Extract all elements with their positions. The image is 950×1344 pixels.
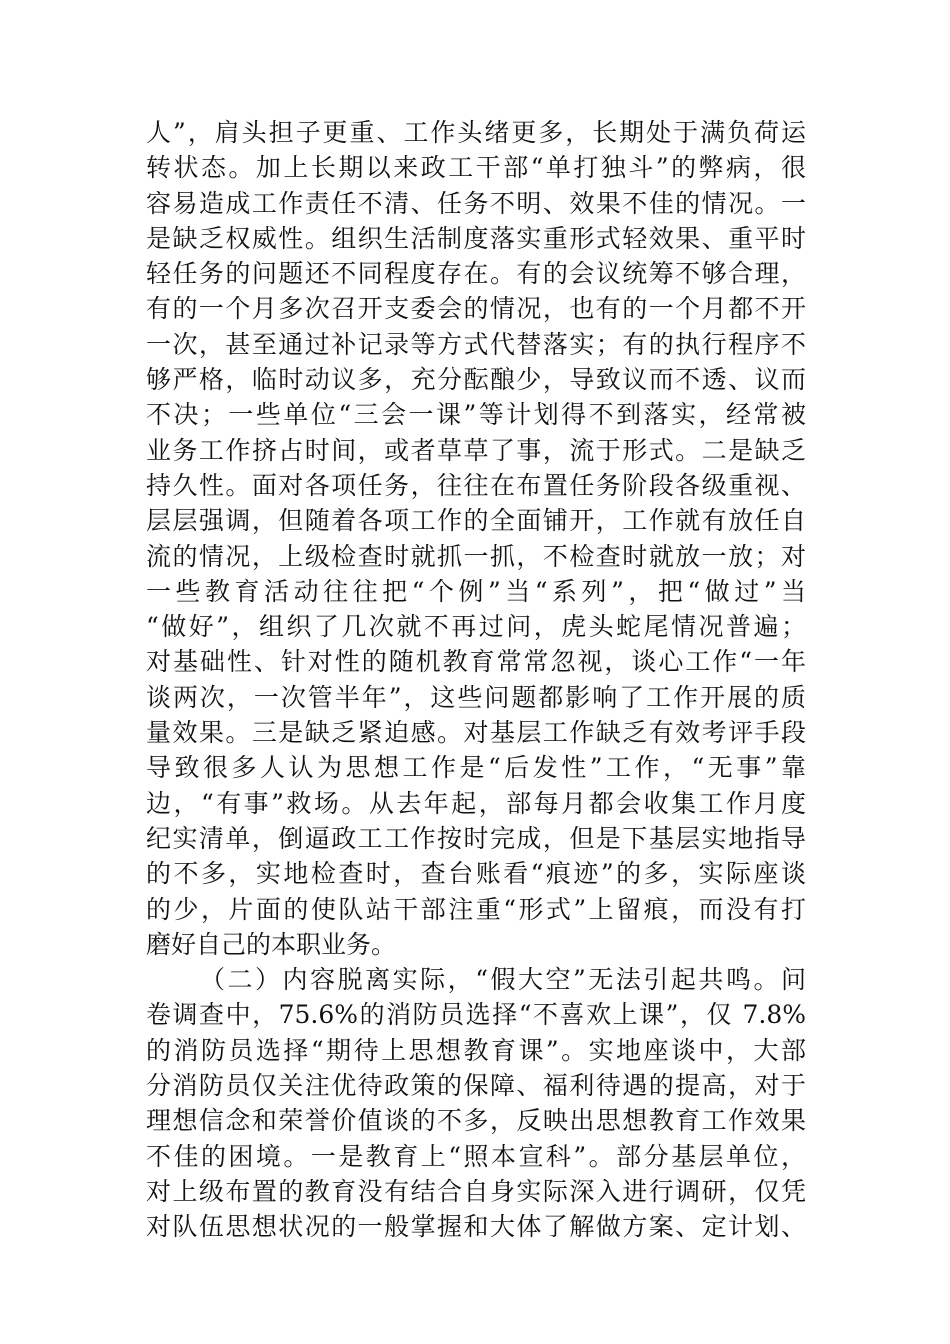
text-line: 量效果。三是缺乏紧迫感。对基层工作缺乏有效考评手段: [146, 718, 806, 748]
text-line: 持久性。面对各项任务，往往在布置任务阶段各级重视、: [146, 470, 806, 500]
text-line: 流的情况，上级检查时就抓一抓，不检查时就放一放；对: [146, 541, 806, 571]
text-line: 卷调查中，75.6%的消防员选择“不喜欢上课”，仅 7.8%: [146, 1000, 806, 1030]
text-line: “做好”，组织了几次就不再过问，虎头蛇尾情况普遍；: [146, 612, 806, 642]
text-line: 一些教育活动往往把“个例”当“系列”，把“做过”当: [146, 576, 806, 606]
text-line: 轻任务的问题还不同程度存在。有的会议统筹不够合理，: [146, 259, 806, 289]
text-line: 对上级布置的教育没有结合自身实际深入进行调研，仅凭: [146, 1176, 806, 1206]
text-line: 层层强调，但随着各项工作的全面铺开，工作就有放任自: [146, 506, 806, 536]
text-line: 不佳的困境。一是教育上“照本宣科”。部分基层单位，: [146, 1141, 806, 1171]
text-line: 导致很多人认为思想工作是“后发性”工作，“无事”靠: [146, 753, 806, 783]
text-line: 够严格，临时动议多，充分酝酿少，导致议而不透、议而: [146, 365, 806, 395]
text-line: 理想信念和荣誉价值谈的不多，反映出思想教育工作效果: [146, 1106, 806, 1136]
text-line: 是缺乏权威性。组织生活制度落实重形式轻效果、重平时: [146, 223, 806, 253]
text-line: 谈两次，一次管半年”，这些问题都影响了工作开展的质: [146, 682, 806, 712]
text-line: 纪实清单，倒逼政工工作按时完成，但是下基层实地指导: [146, 823, 806, 853]
text-line: 转状态。加上长期以来政工干部“单打独斗”的弊病，很: [146, 153, 806, 183]
text-line: 对队伍思想状况的一般掌握和大体了解做方案、定计划、: [146, 1212, 806, 1242]
text-line: 人”，肩头担子更重、工作头绪更多，长期处于满负荷运: [146, 118, 806, 147]
text-line: 的消防员选择“期待上思想教育课”。实地座谈中，大部: [146, 1035, 806, 1065]
text-line: 的不多，实地检查时，查台账看“痕迹”的多，实际座谈: [146, 859, 806, 889]
section-heading-line: （二）内容脱离实际，“假大空”无法引起共鸣。问: [200, 965, 806, 995]
body-text: [146, 115, 806, 1245]
text-line: 业务工作挤占时间，或者草草了事，流于形式。二是缺乏: [146, 435, 806, 465]
text-line: 有的一个月多次召开支委会的情况，也有的一个月都不开: [146, 294, 806, 324]
text-line: 分消防员仅关注优待政策的保障、福利待遇的提高，对于: [146, 1071, 806, 1101]
text-line: 一次，甚至通过补记录等方式代替落实；有的执行程序不: [146, 329, 806, 359]
text-line: 不决；一些单位“三会一课”等计划得不到落实，经常被: [146, 400, 806, 430]
paragraph-last-line: 磨好自己的本职业务。: [146, 929, 397, 959]
text-line: 对基础性、针对性的随机教育常常忽视，谈心工作“一年: [146, 647, 806, 677]
text-line: 的少，片面的使队站干部注重“形式”上留痕，而没有打: [146, 894, 806, 924]
text-line: 边，“有事”救场。从去年起，部每月都会收集工作月度: [146, 788, 806, 818]
text-line: 容易造成工作责任不清、任务不明、效果不佳的情况。一: [146, 188, 806, 218]
